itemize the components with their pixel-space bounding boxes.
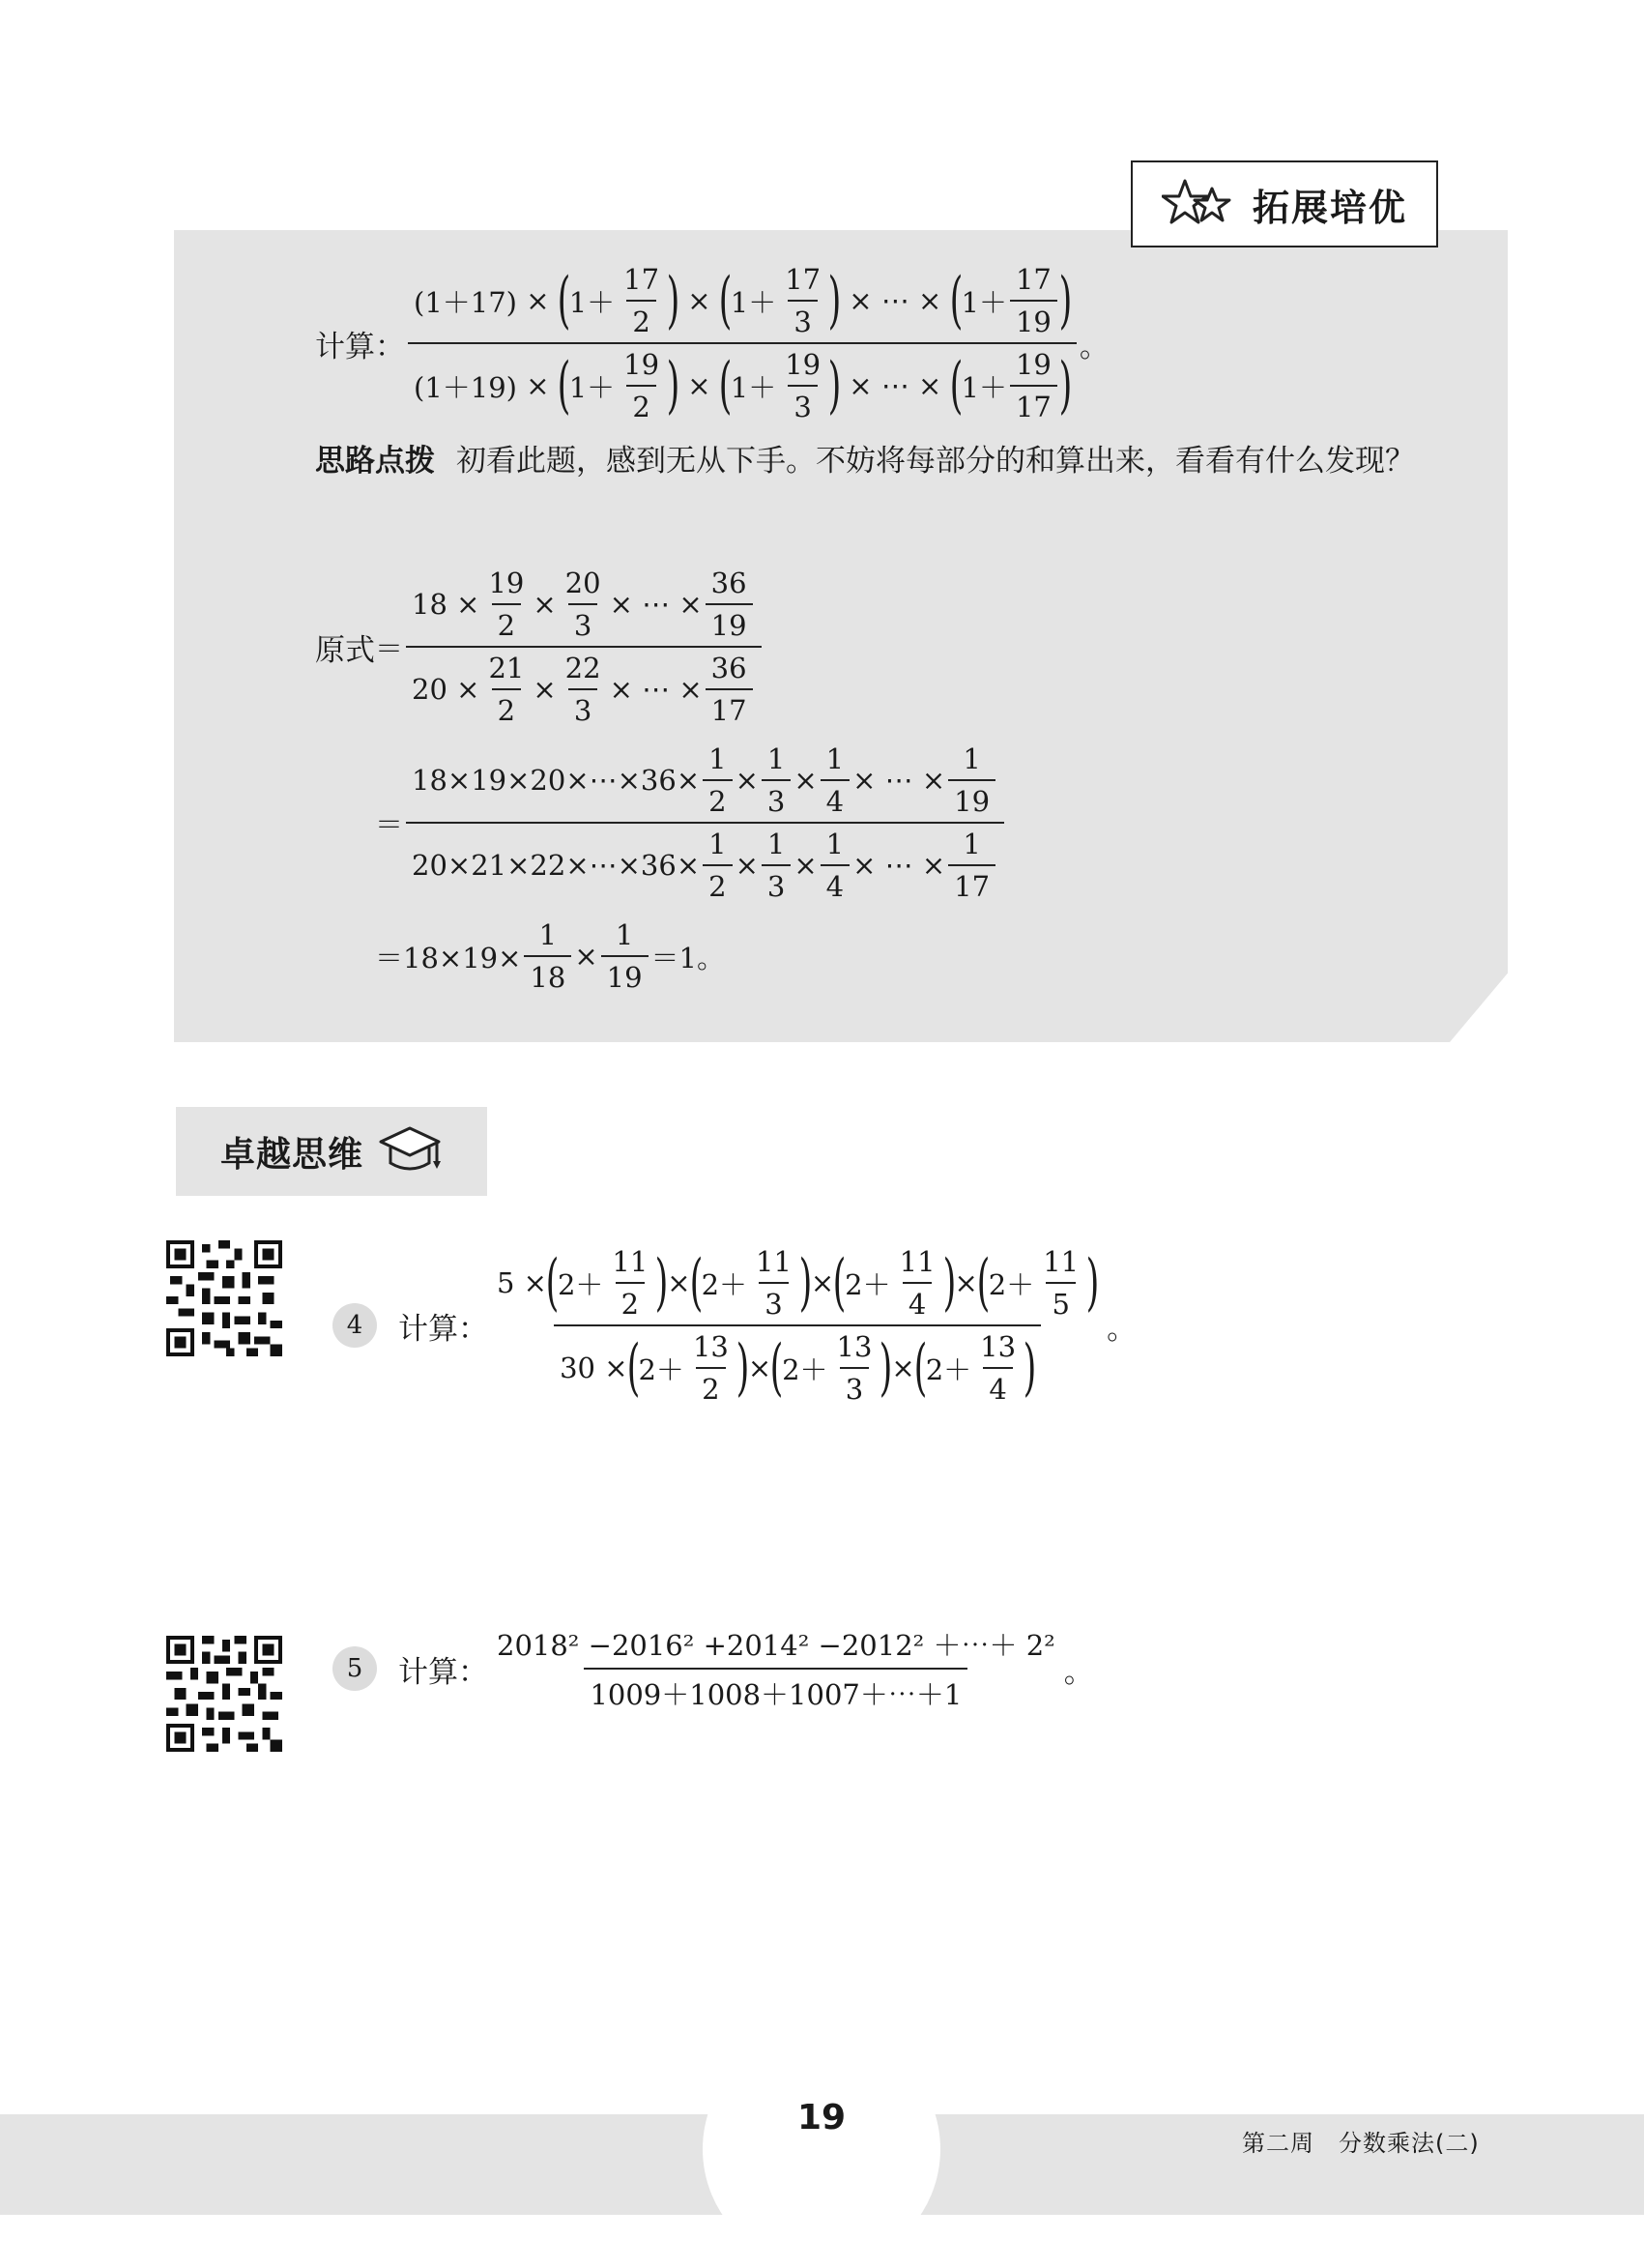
qr-code-icon-problem-4[interactable] <box>166 1240 282 1356</box>
problem-5-prompt: 计算： <box>398 1654 488 1690</box>
step1-den-first: 20 <box>412 673 447 706</box>
hint-paragraph <box>253 433 1442 489</box>
step3-prefix: ＝18×19× <box>375 941 522 974</box>
problem-4: 4 计算： 5 × ( 2＋ $\frac{11}{2}$ ) × ( 2＋ $\frac{11}{3}$ ) × ( 2＋ $\frac{11}{4}$ ) × ( 2＋ $\frac{11}{5}$ ) 30 × ( 2＋ $\frac{13}{2}$ ) × ( 2＋ $\frac{13}{3}$ ) × ( 2＋ $\frac{13}{4}$ ) 。 <box>332 1245 1137 1406</box>
hint-title: 思路点拨 <box>315 444 435 479</box>
problem-number-badge: 4 <box>332 1303 377 1348</box>
solution-step-2: ＝ 18×19×20×⋯×36× $\frac{1}{2}$ × $\frac{1}{3}$ × $\frac{1}{4}$ × ⋯ × $\frac{1}{19}$ 20×21×22×⋯×36× $\frac{1}{2}$ × $\frac{1}{3}$ × $\frac{1}{4}$ × ⋯ × $\frac{1}{17}$ <box>375 742 1007 903</box>
hint-text: 初看此题，感到无从下手。不妨将每部分的和算出来，看看有什么发现？ <box>456 444 1415 479</box>
example-prompt: 计算： <box>315 329 405 364</box>
problem-5 <box>332 1624 1094 1713</box>
example-end: 。 <box>1079 329 1110 364</box>
p4-den-first: 30 <box>560 1352 595 1384</box>
step2-den-prefix: 20×21×22×⋯×36× <box>412 849 701 882</box>
chapter-title: 第二周 分数乘法(二) <box>1242 2130 1480 2157</box>
section-badge-extension <box>1131 160 1438 247</box>
section-label: 卓越思维 <box>219 1134 363 1175</box>
step1-num-first: 18 <box>412 588 447 621</box>
p4-num-first: 5 <box>497 1266 515 1299</box>
page-number-circle <box>703 2030 940 2268</box>
p5-denominator: 1009＋1008＋1007＋⋯＋1 <box>584 1668 967 1713</box>
page-number: 19 <box>796 2098 847 2137</box>
example-problem <box>315 263 1110 423</box>
section-header-excellence <box>176 1107 487 1196</box>
frac-17-19: $\frac{17}{19}$ <box>1010 263 1057 338</box>
badge-label: 拓展培优 <box>1252 186 1407 229</box>
problem-number-badge: 5 <box>332 1646 377 1691</box>
frac-17-3: $\frac{17}{3}$ <box>785 263 822 338</box>
solution-step-1: 原式 ＝ 18 × $\frac{19}{2}$ × $\frac{20}{3}$ × ⋯ × $\frac{36}{19}$ 20 × $\frac{21}{2}$ × $\frac{22}{3}$ × ⋯ × $\frac{36}{17}$ <box>315 567 764 727</box>
problem-4-end: 。 <box>1107 1311 1138 1347</box>
frac-19-2: $\frac{19}{2}$ <box>623 348 660 423</box>
frac-17-2: $\frac{17}{2}$ <box>623 263 660 338</box>
solution-label: 原式 <box>315 632 375 668</box>
step3-result: ＝1。 <box>650 941 725 974</box>
frac-19-17: $\frac{19}{17}$ <box>1010 348 1057 423</box>
step2-num-prefix: 18×19×20×⋯×36× <box>412 764 701 797</box>
den-first-term: (1＋19) <box>414 370 517 404</box>
qr-code-icon-problem-5[interactable] <box>166 1636 282 1752</box>
problem-4-prompt: 计算： <box>398 1311 488 1347</box>
solution-step-3: ＝18×19× $\frac{1}{18}$ × $\frac{1}{19}$ ＝1。 <box>375 918 725 994</box>
double-star-icon <box>1162 177 1233 231</box>
num-first-term: (1＋17) <box>414 285 517 319</box>
example-fraction: (1＋17) × ( 1＋ $\frac{17}{2}$ ) × ( 1＋ $\frac{17}{3}$ ) × ⋯ × ( 1＋ $\frac{17}{19}$ ) (1＋19) × ( 1＋ $\frac{19}{2}$ ) × ( 1＋ $\frac{19}{3}$ ) × ⋯ × ( 1＋ $\frac{19}{17}$ ) <box>408 263 1077 423</box>
problem-5-end: 。 <box>1063 1654 1094 1690</box>
graduation-cap-icon <box>377 1124 443 1178</box>
frac-19-3: $\frac{19}{3}$ <box>785 348 822 423</box>
p5-numerator: 2018² −2016² +2014² −2012² ＋⋯＋ 2² <box>497 1629 1055 1662</box>
